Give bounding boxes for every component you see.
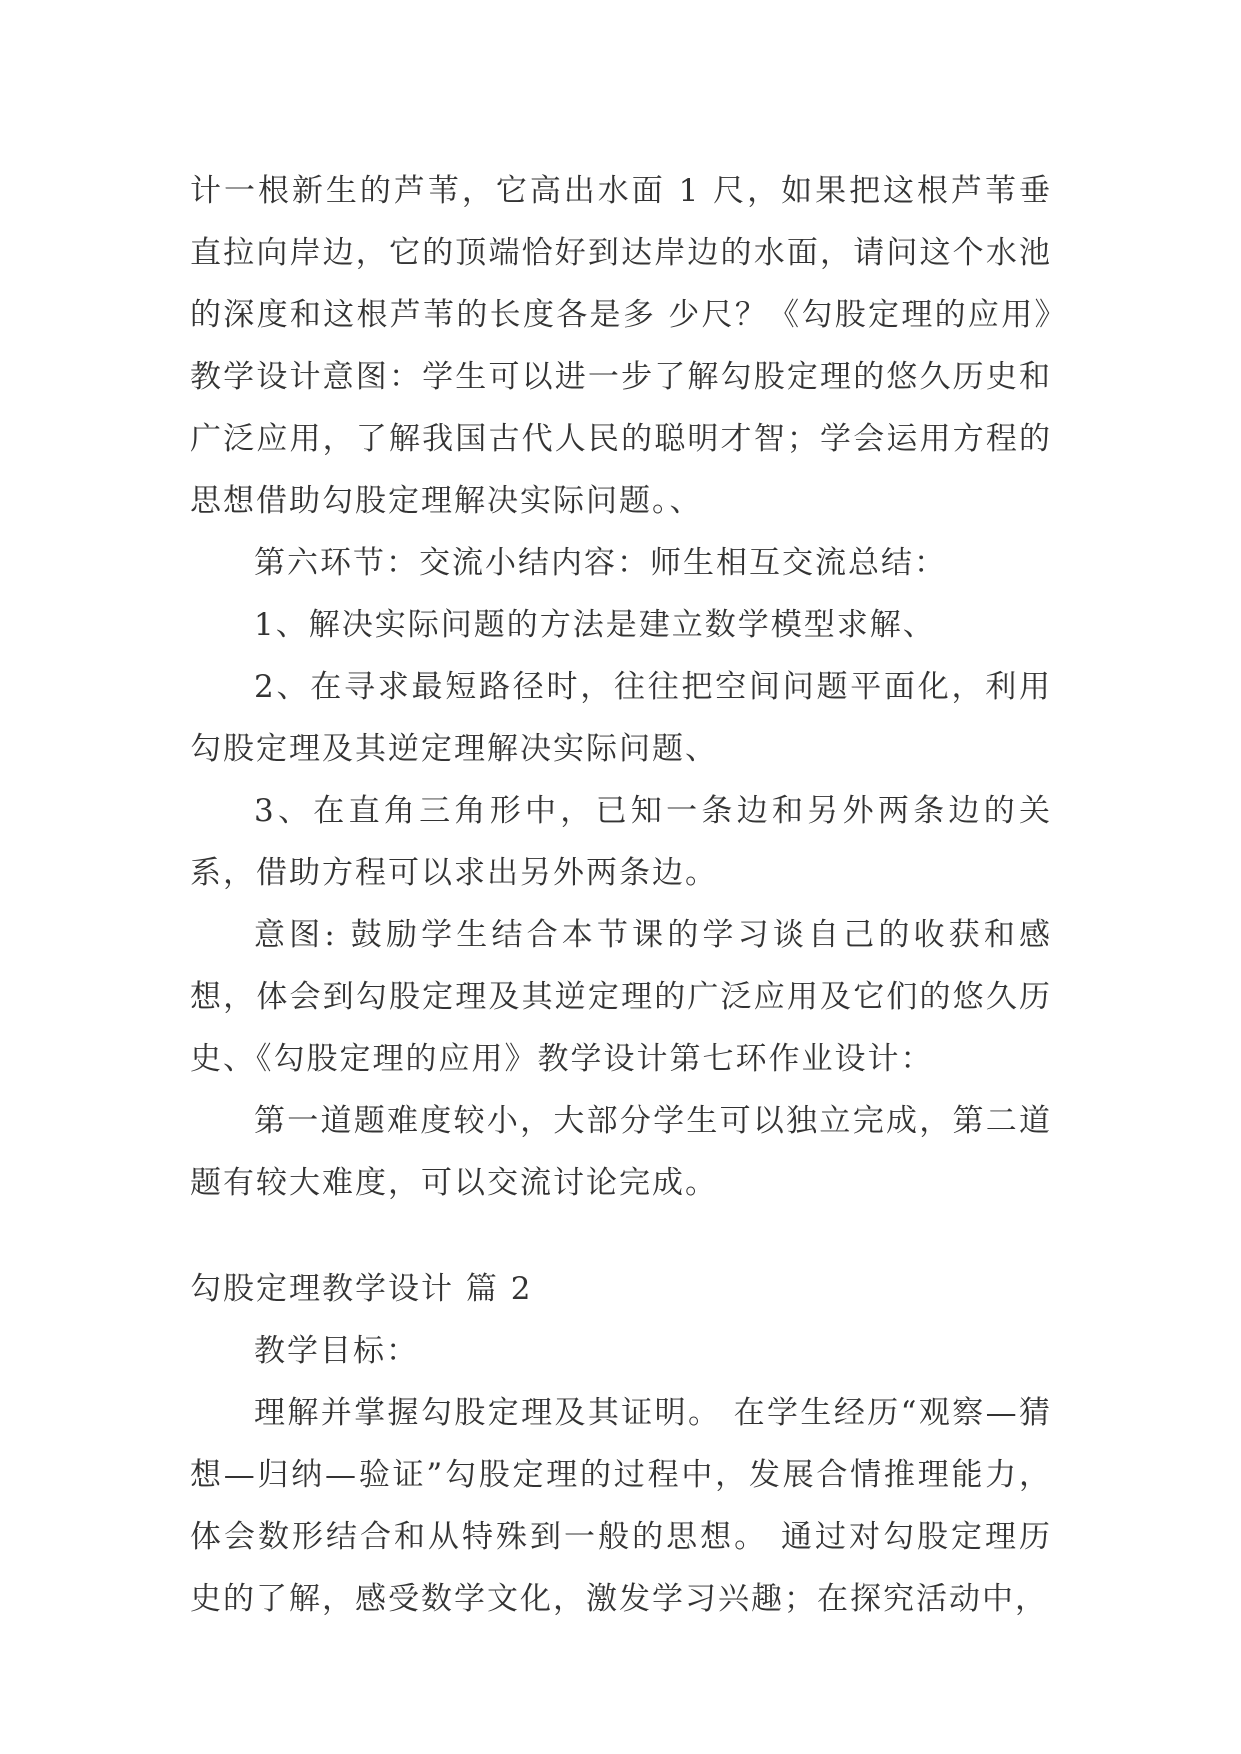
paragraph-objectives-text: 理解并掌握勾股定理及其证明。 在学生经历“观察—猜想—归纳—验证”勾股定理的过程中，发展合情推理能力，体会数形结合和从特殊到一般的思想。 通过对勾股定理历史的了解，感受数学文化，激发学习兴趣；在探究活动中， xyxy=(190,1395,1052,1617)
paragraph-point-2: 2、在寻求最短路径时，往往把空间问题平面化，利用勾股定理及其逆定理解决实际问题、 xyxy=(190,669,1052,767)
paragraph-point-3: 3、在直角三角形中，已知一条边和另外两条边的关系，借助方程可以求出另外两条边。 xyxy=(190,793,1052,891)
paragraph-intent: 意图: 鼓励学生结合本节课的学习谈自己的收获和感想，体会到勾股定理及其逆定理的广泛应用及它们的悠久历史、《勾股定理的应用》教学设计第七环作业设计： xyxy=(190,917,1052,1077)
section-heading: 勾股定理教学设计 篇 2 xyxy=(190,1271,533,1307)
paragraph-continuation: 计一根新生的芦苇，它高出水面 1 尺，如果把这根芦苇垂直拉向岸边，它的顶端恰好到达岸边的水面，请问这个水池的深度和这根芦苇的长度各是多 少尺？《勾股定理的应用》教学设计意图：学生可以进一步了解勾股定理的悠久历史和广泛应用，了解我国古代人民的聪明才智；学会运用方程的思想借助勾股定理解决实际问题。、 xyxy=(190,173,1052,519)
paragraph-point-1: 1、解决实际问题的方法是建立数学模型求解、 xyxy=(254,607,936,643)
section-spacer xyxy=(190,1214,1052,1258)
paragraph-summary-intro: 第六环节：交流小结内容：师生相互交流总结： xyxy=(254,545,947,581)
paragraph-objectives-label: 教学目标： xyxy=(254,1333,419,1369)
paragraph-homework: 第一道题难度较小，大部分学生可以独立完成，第二道题有较大难度，可以交流讨论完成。 xyxy=(190,1103,1052,1201)
document-body xyxy=(190,160,1052,1630)
